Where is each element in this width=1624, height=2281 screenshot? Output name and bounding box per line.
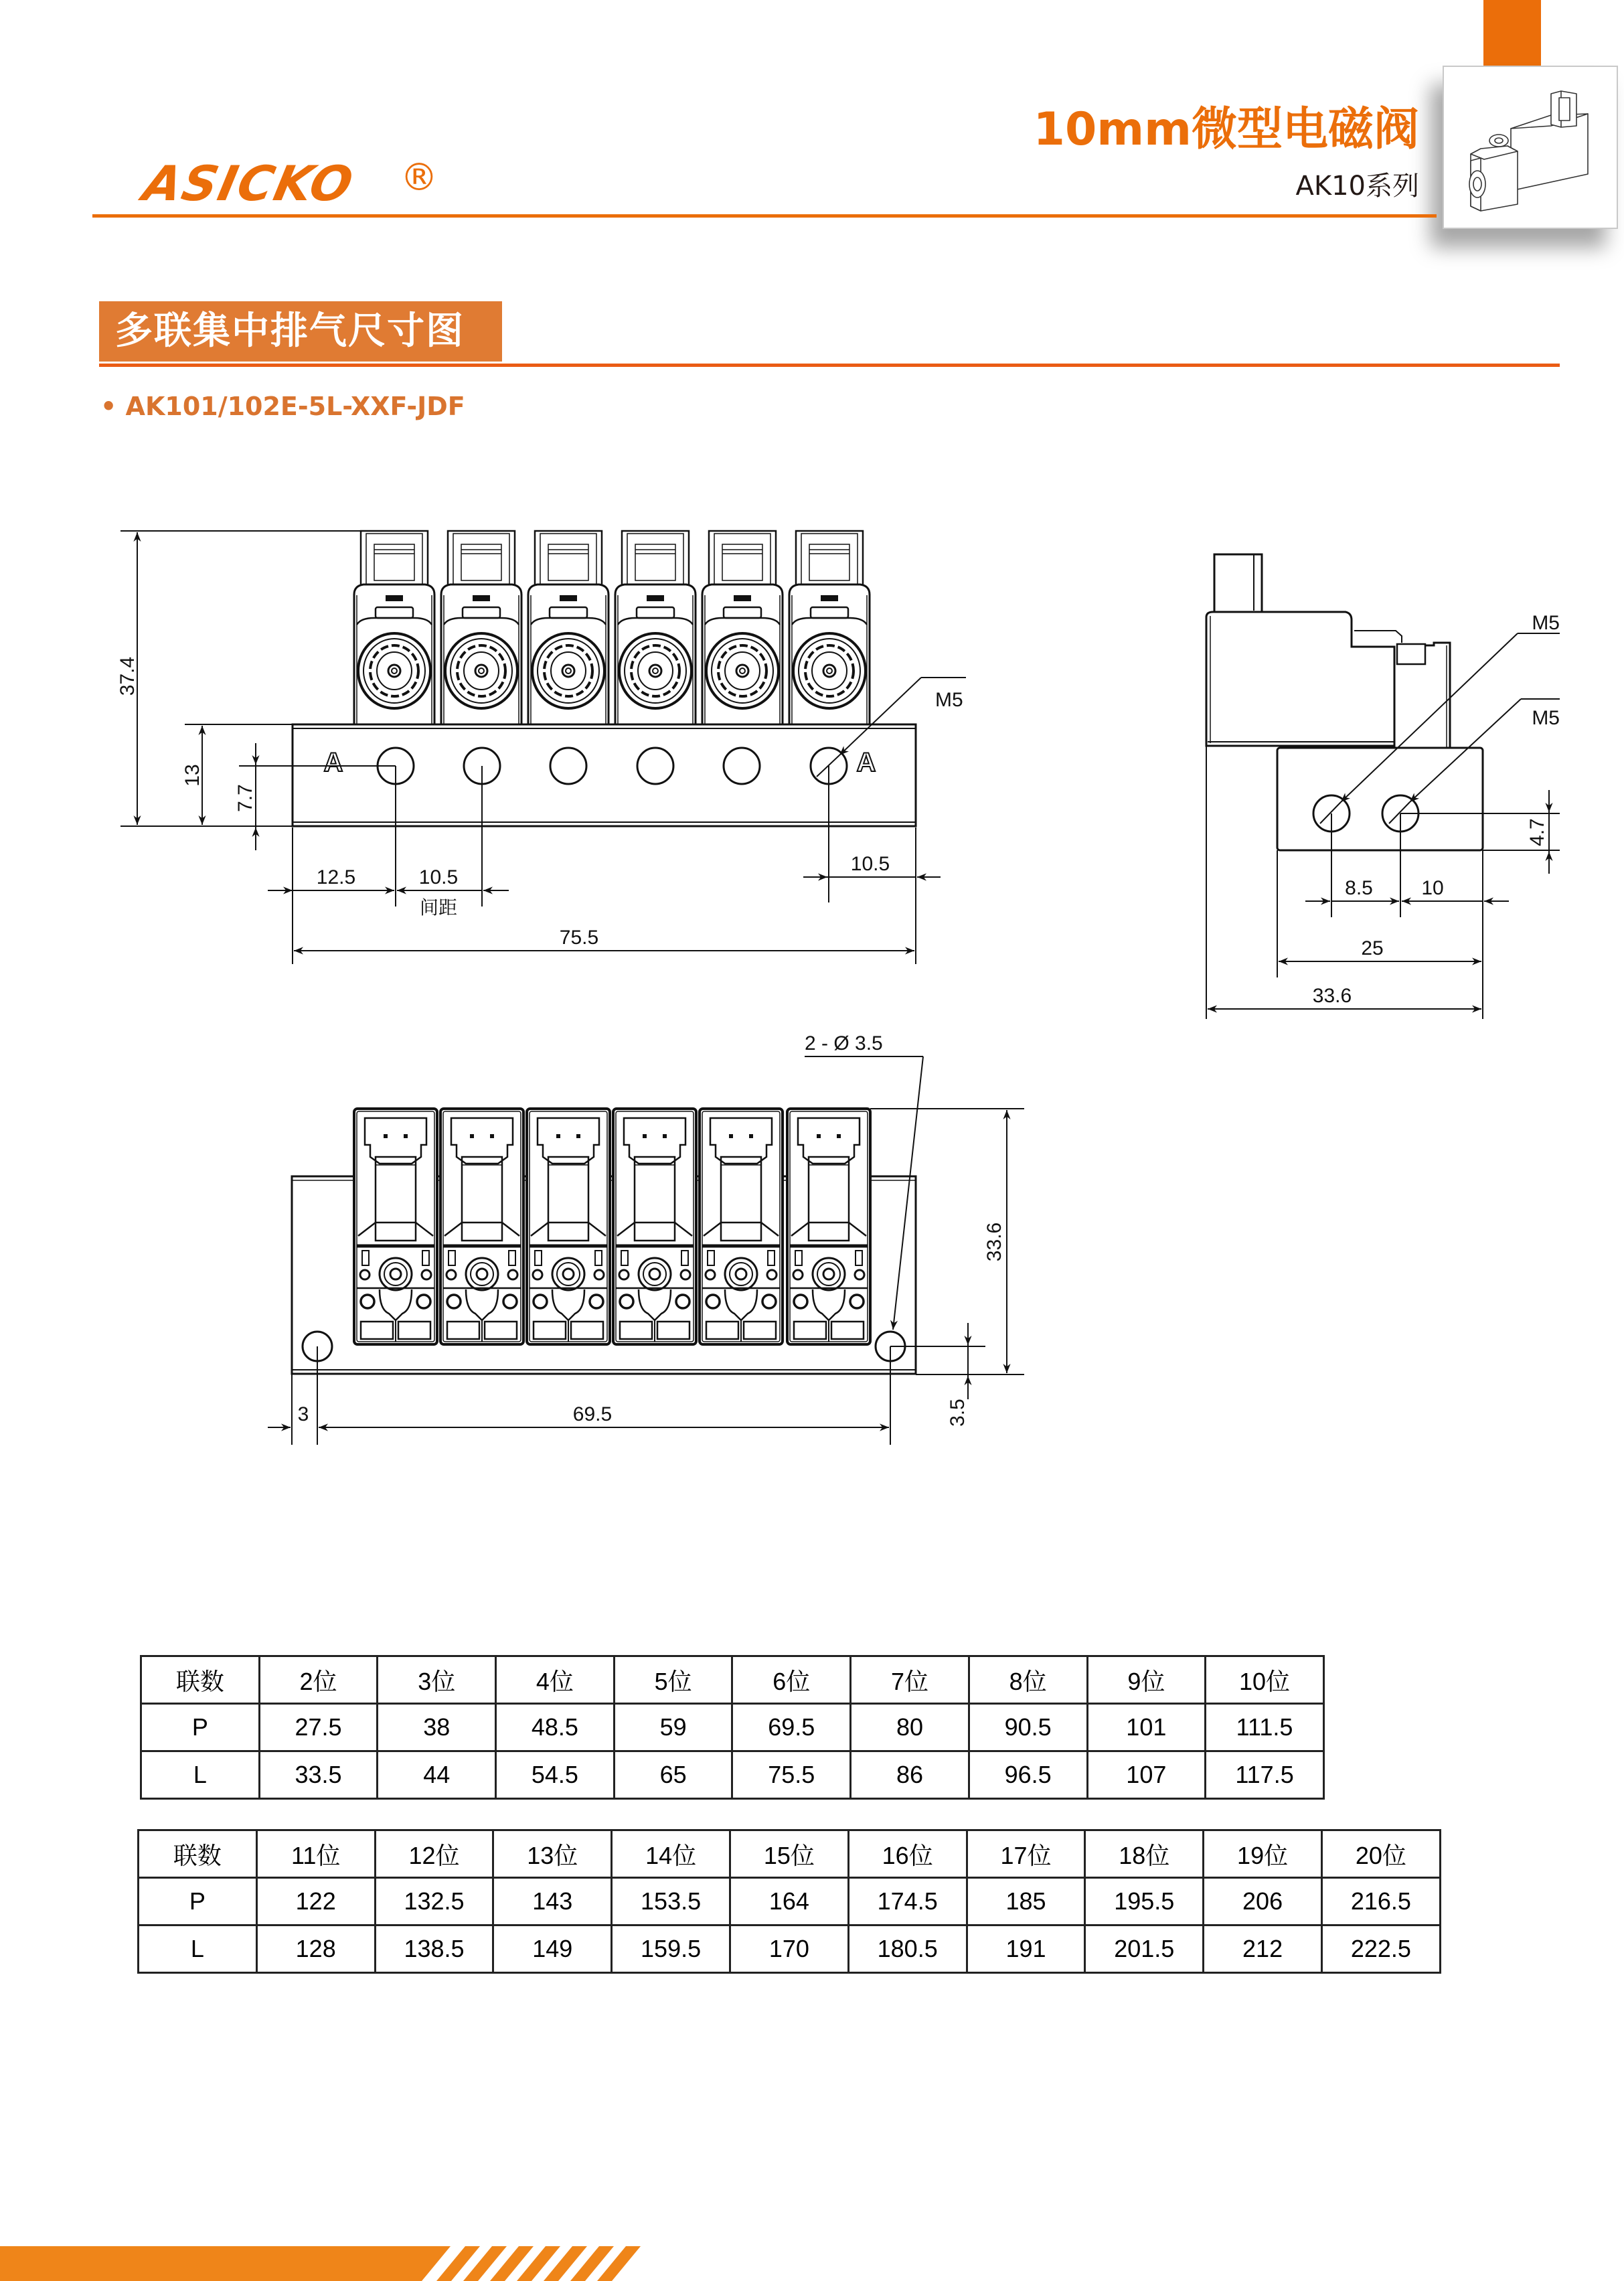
dim-port-height: 7.7	[234, 784, 256, 812]
port-label-m5: M5	[935, 689, 963, 711]
table-cell: 59	[614, 1704, 732, 1751]
table-cell: 170	[730, 1925, 848, 1973]
dim-side-port-height: 4.7	[1526, 818, 1548, 846]
table-cell: 19位	[1204, 1830, 1322, 1878]
table-cell: 5位	[614, 1656, 732, 1704]
registered-mark: ®	[400, 156, 438, 200]
side-view-drawing	[1206, 554, 1560, 1019]
side-port-label-1: M5	[1532, 612, 1560, 634]
table-cell: 159.5	[612, 1925, 730, 1973]
table-cell: 132.5	[375, 1878, 493, 1925]
table-cell: 191	[967, 1925, 1085, 1973]
port-mark-right: A	[856, 748, 876, 777]
table-row-label: P	[139, 1878, 257, 1925]
dim-first-port: 12.5	[316, 866, 356, 888]
table-cell: 7位	[851, 1656, 969, 1704]
table-header-label: 联数	[141, 1656, 260, 1704]
table-cell: 185	[967, 1878, 1085, 1925]
table-row-p	[141, 1704, 1324, 1751]
table-row-label: P	[141, 1704, 260, 1751]
dim-side-spacing-2: 10	[1421, 877, 1444, 899]
table-cell: 195.5	[1085, 1878, 1204, 1925]
table-cell: 20位	[1321, 1830, 1440, 1878]
table-cell: 111.5	[1206, 1704, 1324, 1751]
table-row-l	[141, 1751, 1324, 1799]
dim-hole-offset-x: 3	[297, 1403, 309, 1425]
table-cell: 15位	[730, 1830, 848, 1878]
table-cell: 216.5	[1321, 1878, 1440, 1925]
dim-side-spacing-1: 8.5	[1345, 877, 1373, 899]
table-cell: 2位	[259, 1656, 378, 1704]
table-cell: 8位	[969, 1656, 1087, 1704]
table-cell: 174.5	[848, 1878, 967, 1925]
dim-hole-spacing: 69.5	[572, 1403, 613, 1425]
model-number-text: AK101/102E-5L-XXF-JDF	[125, 392, 465, 421]
dim-last-port: 10.5	[850, 853, 890, 875]
table-cell: 3位	[378, 1656, 496, 1704]
table-cell: 180.5	[848, 1925, 967, 1973]
table-cell: 122	[256, 1878, 375, 1925]
table-cell: 17位	[967, 1830, 1085, 1878]
dim-base-height: 13	[181, 764, 204, 787]
table-cell: 13位	[493, 1830, 612, 1878]
table-cell: 9位	[1087, 1656, 1206, 1704]
dim-hole-offset-y: 3.5	[947, 1399, 969, 1427]
table-cell: 128	[256, 1925, 375, 1973]
mount-hole-label: 2 - Ø 3.5	[805, 1032, 883, 1054]
table-cell: 117.5	[1206, 1751, 1324, 1799]
table-cell: 86	[851, 1751, 969, 1799]
table-cell: 164	[730, 1878, 848, 1925]
table-cell: 212	[1204, 1925, 1322, 1973]
table-cell: 65	[614, 1751, 732, 1799]
table-row-header	[141, 1656, 1324, 1704]
table-cell: 69.5	[732, 1704, 851, 1751]
brand-logo: ASICKO	[138, 155, 359, 212]
table-cell: 27.5	[259, 1704, 378, 1751]
table-row-header	[139, 1830, 1441, 1878]
dim-length: 75.5	[559, 927, 599, 949]
table-cell: 33.5	[259, 1751, 378, 1799]
table-cell: 138.5	[375, 1925, 493, 1973]
table-row-label: L	[139, 1925, 257, 1973]
page-title: 10mm微型电磁阀	[1033, 103, 1419, 156]
table-cell: 101	[1087, 1704, 1206, 1751]
front-view-drawing	[116, 531, 966, 964]
table-cell: 54.5	[496, 1751, 615, 1799]
dimension-table-2-10	[140, 1655, 1325, 1800]
footer-stripe-bar	[0, 2246, 1624, 2281]
table-cell: 12位	[375, 1830, 493, 1878]
dim-total-height: 37.4	[116, 656, 139, 696]
table-cell: 11位	[256, 1830, 375, 1878]
port-mark-left: A	[323, 748, 343, 777]
dim-total-width: 33.6	[1312, 985, 1352, 1007]
table-cell: 206	[1204, 1878, 1322, 1925]
table-cell: 48.5	[496, 1704, 615, 1751]
table-cell: 107	[1087, 1751, 1206, 1799]
table-cell: 149	[493, 1925, 612, 1973]
bullet-icon: •	[100, 392, 117, 421]
dim-top-depth: 33.6	[983, 1222, 1005, 1262]
table-cell: 10位	[1206, 1656, 1324, 1704]
table-cell: 201.5	[1085, 1925, 1204, 1973]
table-cell: 14位	[612, 1830, 730, 1878]
table-cell: 90.5	[969, 1704, 1087, 1751]
table-cell: 80	[851, 1704, 969, 1751]
pitch-label: 间距	[419, 897, 458, 918]
dim-pitch: 10.5	[418, 866, 459, 888]
table-cell: 44	[378, 1751, 496, 1799]
table-cell: 96.5	[969, 1751, 1087, 1799]
table-cell: 38	[378, 1704, 496, 1751]
side-port-label-2: M5	[1532, 707, 1560, 729]
table-row-label: L	[141, 1751, 260, 1799]
table-cell: 18位	[1085, 1830, 1204, 1878]
table-cell: 143	[493, 1878, 612, 1925]
series-subtitle: AK10系列	[1295, 171, 1419, 202]
table-cell: 6位	[732, 1656, 851, 1704]
table-cell: 75.5	[732, 1751, 851, 1799]
table-cell: 222.5	[1321, 1925, 1440, 1973]
table-cell: 153.5	[612, 1878, 730, 1925]
dim-base-width: 25	[1361, 937, 1384, 959]
table-cell: 16位	[848, 1830, 967, 1878]
table-header-label: 联数	[139, 1830, 257, 1878]
table-row-l	[139, 1925, 1441, 1973]
table-cell: 4位	[496, 1656, 615, 1704]
section-title: 多联集中排气尺寸图	[115, 309, 465, 353]
table-row-p	[139, 1878, 1441, 1925]
dimension-table-11-20	[137, 1829, 1441, 1974]
top-view-drawing	[268, 1032, 1024, 1445]
